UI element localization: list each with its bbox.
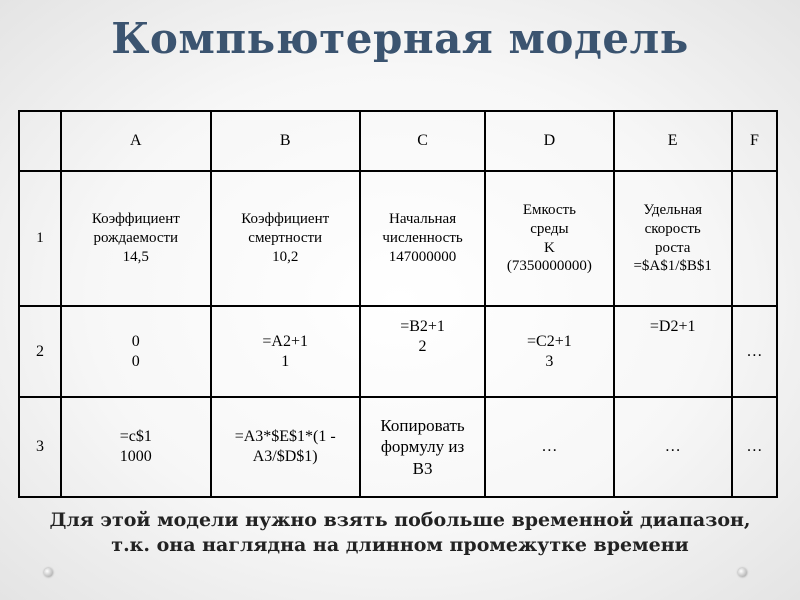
- cell-d3: …: [485, 397, 613, 497]
- column-header-a: A: [61, 111, 210, 171]
- cell-e3: …: [614, 397, 732, 497]
- cell-b1: [211, 171, 360, 306]
- column-header-e: E: [614, 111, 732, 171]
- spreadsheet-model-table: [18, 110, 778, 498]
- cell-d2: [485, 306, 613, 397]
- cell-a2-line: 0: [131, 332, 140, 350]
- cell-b2-line: 1: [281, 352, 290, 370]
- cell-d1-line: Емкость: [522, 202, 576, 218]
- cell-b3: [211, 397, 360, 497]
- cell-f1: [732, 171, 777, 306]
- cell-e2-line: =D2+1: [649, 318, 696, 335]
- cell-d1-line: (7350000000): [506, 258, 592, 275]
- cell-b2-line: =A2+1: [262, 332, 308, 350]
- cell-c3-line: Копировать: [380, 416, 465, 436]
- decorative-dot-right-icon: [738, 568, 747, 577]
- cell-e1-line: Удельная: [643, 202, 703, 218]
- row-number-1: 1: [19, 171, 61, 306]
- cell-a2: [61, 306, 210, 397]
- cell-c3: [360, 397, 485, 497]
- note-line-1: Для этой модели нужно взять побольше временной диапазон,: [49, 509, 751, 531]
- cell-a1: [61, 171, 210, 306]
- slide-title: Компьютерная модель: [111, 14, 689, 63]
- cell-c2-line: =B2+1: [400, 318, 445, 335]
- table-row: [19, 171, 777, 306]
- cell-e2: [614, 306, 732, 397]
- cell-e1-line: =$A$1/$B$1: [633, 258, 712, 275]
- cell-e1-line: скорость: [644, 220, 701, 237]
- cell-b3-line: A3/$D$1): [252, 448, 318, 465]
- cell-c1-line: Начальная: [388, 211, 457, 228]
- cell-e1: [614, 171, 732, 306]
- cell-e1-line: роста: [654, 239, 691, 256]
- cell-c3-line: B3: [412, 458, 433, 478]
- column-header-d: D: [485, 111, 613, 171]
- corner-cell: [19, 111, 61, 171]
- cell-a2-line: 0: [131, 352, 140, 370]
- cell-c2-line: 2: [418, 338, 427, 355]
- column-header-row: [19, 111, 777, 171]
- cell-c1-line: численность: [382, 230, 463, 247]
- cell-c2: [360, 306, 485, 397]
- row-number-3: 3: [19, 397, 61, 497]
- cell-d2-line: =C2+1: [527, 332, 572, 350]
- cell-d1: [485, 171, 613, 306]
- cell-d1-line: среды: [530, 220, 569, 237]
- cell-a1-line: Коэффициент: [91, 211, 180, 228]
- column-header-f: F: [732, 111, 777, 171]
- column-header-b: B: [211, 111, 360, 171]
- table-row: [19, 306, 777, 397]
- cell-f3: …: [732, 397, 777, 497]
- cell-b1-line: смертности: [248, 230, 323, 247]
- cell-a1-line: 14,5: [122, 248, 149, 265]
- column-header-c: C: [360, 111, 485, 171]
- cell-d1-line: K: [543, 239, 555, 256]
- cell-c3-line: формулу из: [380, 437, 465, 457]
- row-number-2: 2: [19, 306, 61, 397]
- cell-b1-line: Коэффициент: [241, 211, 330, 228]
- cell-a1-line: рождаемости: [93, 230, 179, 247]
- cell-f2: …: [732, 306, 777, 397]
- table-row: [19, 397, 777, 497]
- note-line-2: т.к. она наглядна на длинном промежутке времени: [111, 533, 689, 556]
- cell-a3: [61, 397, 210, 497]
- cell-a3-line: =c$1: [119, 428, 152, 445]
- cell-d2-line: 3: [545, 352, 554, 370]
- cell-c1: [360, 171, 485, 306]
- cell-b1-line: 10,2: [272, 248, 299, 265]
- cell-a3-line: 1000: [119, 448, 152, 465]
- cell-c1-line: 147000000: [388, 248, 457, 265]
- slide-note: [0, 508, 800, 557]
- cell-b3-line: =A3*$E$1*(1 -: [234, 428, 336, 445]
- cell-b2: [211, 306, 360, 397]
- decorative-dot-left-icon: [44, 568, 53, 577]
